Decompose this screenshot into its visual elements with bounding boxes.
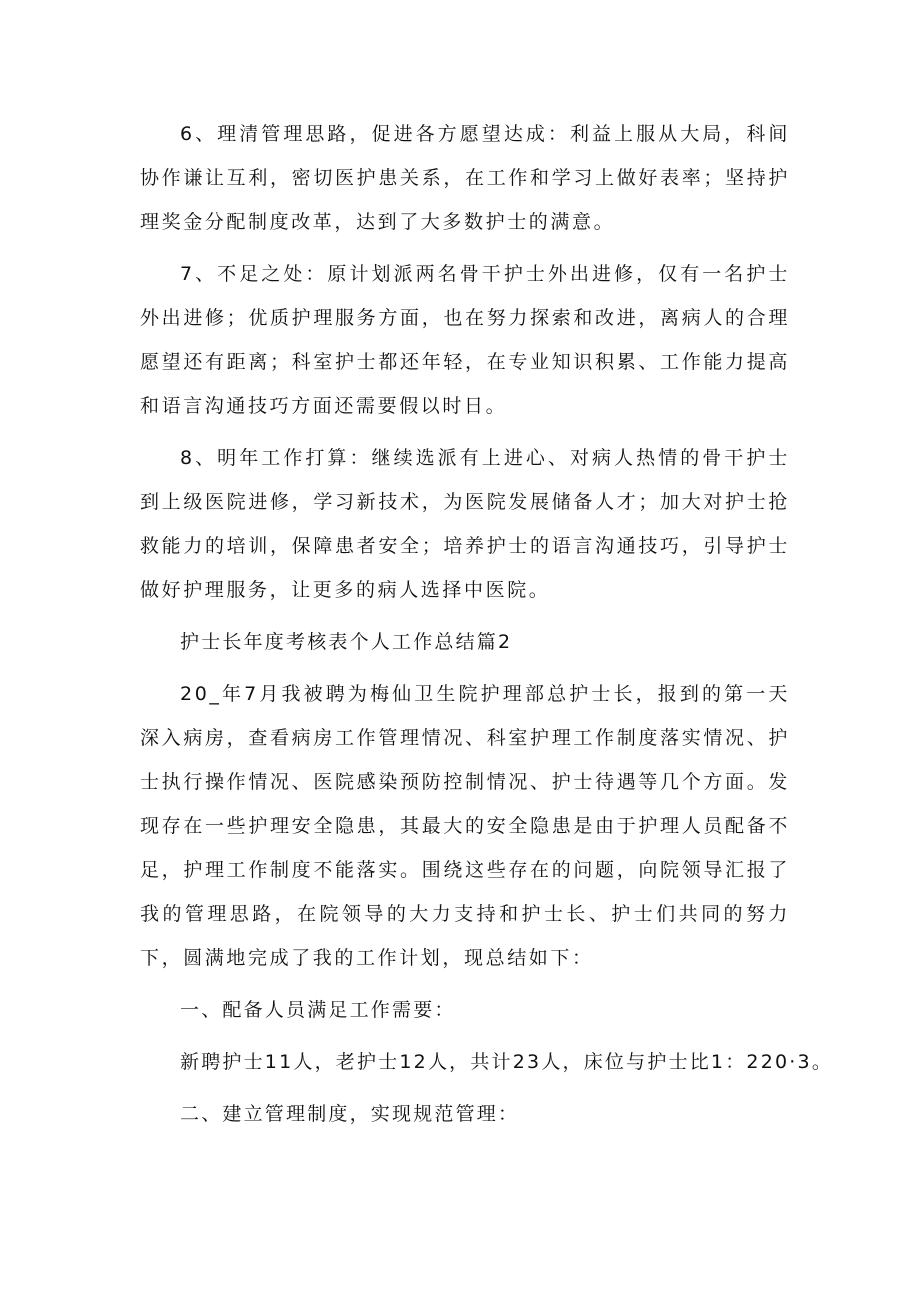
paragraph-staffing-numbers: 新聘护士11人，老护士12人，共计23人，床位与护士比1：220·3。: [180, 1051, 834, 1073]
section-heading: 护士长年度考核表个人工作总结篇2: [180, 631, 513, 653]
paragraph-intro: 20_年7月我被聘为梅仙卫生院护理部总护士长，报到的第一天深入病房，查看病房工作管理情况、科室护理工作制度落实情况、护士执行操作情况、医院感染预防控制情况、护士待遇等几个方面。发现存在一些护理安全隐患，其最大的安全隐患是由于护理人员配备不足，护理工作制度不能落实。围绕这些存在的问题，向院领导汇报了我的管理思路，在院领导的大力支持和护士长、护士们共同的努力下，圆满地完成了我的工作计划，现总结如下：: [140, 683, 790, 969]
paragraph-item-7: 7、不足之处：原计划派两名骨干护士外出进修，仅有一名护士外出进修；优质护理服务方面，也在努力探索和改进，离病人的合理愿望还有距离；科室护士都还年轻，在专业知识积累、工作能力提高和语言沟通技巧方面还需要假以时日。: [140, 263, 790, 417]
subheading-staffing: 一、配备人员满足工作需要：: [180, 999, 456, 1021]
paragraph-item-8: 8、明年工作打算：继续选派有上进心、对病人热情的骨干护士到上级医院进修，学习新技术，为医院发展储备人才；加大对护士抢救能力的培训，保障患者安全；培养护士的语言沟通技巧，引导护士做好护理服务，让更多的病人选择中医院。: [140, 447, 790, 601]
subheading-management: 二、建立管理制度，实现规范管理：: [180, 1103, 520, 1125]
document-body: [140, 112, 834, 1144]
paragraph-item-6: 6、理清管理思路，促进各方愿望达成：利益上服从大局，科间协作谦让互利，密切医护患关系，在工作和学习上做好表率；坚持护理奖金分配制度改革，达到了大多数护士的满意。: [140, 123, 790, 233]
